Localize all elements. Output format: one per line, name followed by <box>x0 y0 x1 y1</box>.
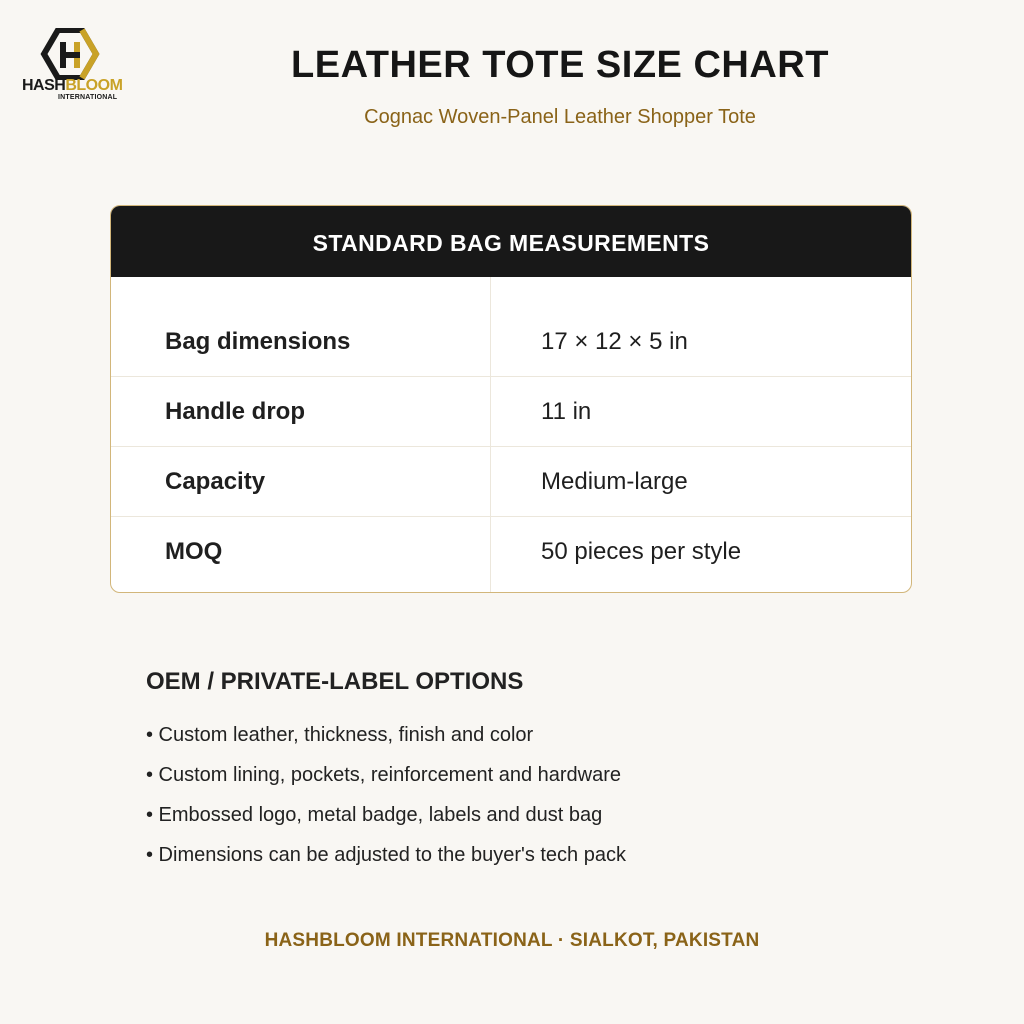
table-row <box>111 376 911 447</box>
table-header <box>111 206 911 277</box>
list-item: • Embossed logo, metal badge, labels and dust bag <box>146 804 603 826</box>
row-label: Bag dimensions <box>165 328 351 355</box>
measurements-table <box>110 205 912 593</box>
row-label: Capacity <box>165 468 266 495</box>
logo-subword: INTERNATIONAL <box>58 94 118 101</box>
row-label: MOQ <box>165 538 223 565</box>
list-item: • Custom leather, thickness, finish and color <box>146 724 534 746</box>
logo-wordmark: HASHBLOOM <box>22 77 123 94</box>
page-subtitle: Cognac Woven-Panel Leather Shopper Tote <box>364 106 756 128</box>
table-row <box>111 306 911 377</box>
row-value: Medium-large <box>541 468 688 495</box>
footer-text: HASHBLOOM INTERNATIONAL · SIALKOT, PAKISTAN <box>264 930 760 951</box>
options-title: OEM / PRIVATE-LABEL OPTIONS <box>146 668 524 695</box>
row-value: 50 pieces per style <box>541 538 742 565</box>
table-row <box>111 516 911 586</box>
page-title: LEATHER TOTE SIZE CHART <box>291 44 829 86</box>
options-list <box>146 722 626 882</box>
row-value: 11 in <box>541 398 592 425</box>
table-row <box>111 446 911 517</box>
table-heading: STANDARD BAG MEASUREMENTS <box>312 230 710 256</box>
list-item: • Custom lining, pockets, reinforcement and hardware <box>146 764 622 786</box>
row-label: Handle drop <box>165 398 306 425</box>
list-item: • Dimensions can be adjusted to the buyer's tech pack <box>146 844 626 866</box>
row-value: 17 × 12 × 5 in <box>541 328 688 355</box>
